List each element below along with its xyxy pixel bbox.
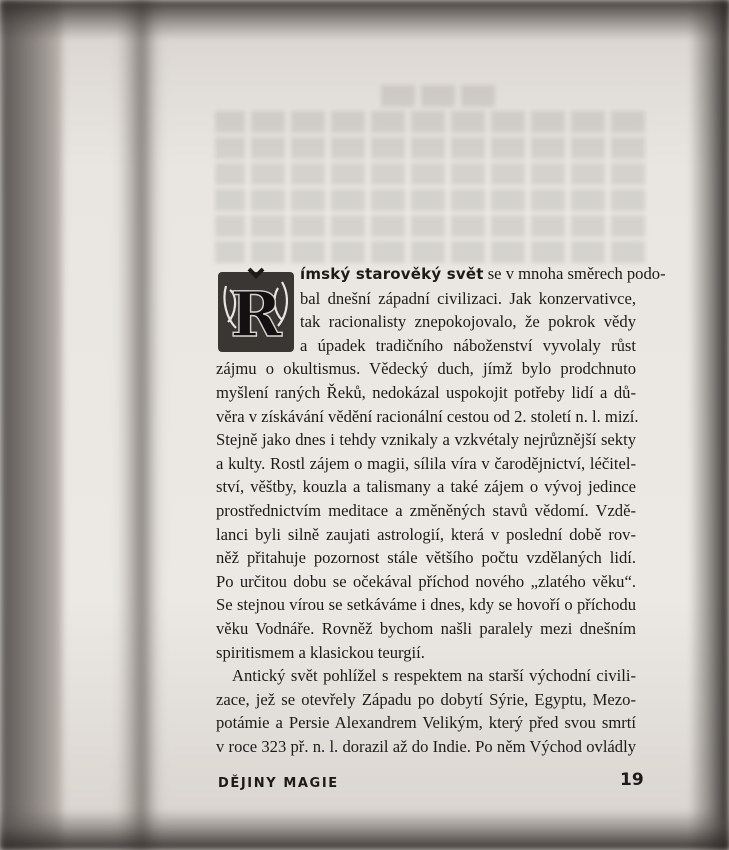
paragraph-line: zájmu o okultismus. Vědecký duch, jímž bylo prodchnuto bbox=[216, 359, 636, 379]
paragraph-line: myšlení raných Řeků, nedokázal uspokojit potřeby lidí a dů- bbox=[216, 382, 636, 402]
paragraph-line: Stejně jako dnes i tehdy vznikaly a vzkvétaly nejrůznější sekty bbox=[216, 430, 636, 450]
paragraph-line: a kulty. Rostl zájem o magii, sílila víra v čarodějnictví, léčitel- bbox=[216, 453, 636, 473]
bottom-edge-shadow bbox=[0, 810, 729, 850]
paragraph-line: ství, věštby, kouzla a talismany a také zájem o vývoj jedince bbox=[216, 477, 636, 497]
paragraph-line: lanci byli silně zaujati astrologií, která v poslední době rov- bbox=[216, 524, 636, 544]
paragraph-line: potámie a Persie Alexandrem Velikým, který před svou smrtí bbox=[216, 713, 636, 733]
left-page-edge-shadow bbox=[0, 0, 62, 850]
paragraph-line: v roce 323 př. n. l. dorazil až do Indie. Po něm Východ ovládly bbox=[216, 736, 636, 756]
paragraph-line: Po určitou dobu se očekával příchod nového „zlatého věku“. bbox=[216, 571, 636, 591]
book-gutter-shadow bbox=[118, 0, 162, 850]
right-edge-shadow bbox=[689, 0, 729, 850]
body-text bbox=[216, 262, 666, 758]
paragraph-line: něž přitahuje pozornost stále většího počtu vzdělaných lidí. bbox=[216, 548, 636, 568]
lead-in-phrase: ímský starověký svět bbox=[300, 265, 484, 283]
running-footer-title: DĚJINY MAGIE bbox=[218, 776, 339, 791]
paragraph-line: zace, jež se otevřely Západu po dobytí Sýrie, Egyptu, Mezo- bbox=[216, 689, 636, 709]
page-number: 19 bbox=[620, 770, 644, 790]
paragraph-line bbox=[216, 262, 666, 287]
paragraph-line: a úpadek tradičního náboženství vyvolaly růst bbox=[300, 335, 636, 355]
paragraph-line: věra v získávání vědění racionální cestou od 2. století n. l. mizí. bbox=[216, 406, 639, 426]
top-edge-shadow bbox=[0, 0, 729, 40]
paragraph-line: spiritismem a klasickou teurgií. bbox=[216, 642, 425, 662]
paragraph-line: prostřednictvím meditace a změněných stavů vědomí. Vzdě- bbox=[216, 500, 636, 520]
drop-cap-letter: R bbox=[230, 278, 282, 351]
line-text: se v mnoha směrech podo- bbox=[483, 264, 666, 283]
paragraph-line: věku Vodnáře. Rovněž bychom našli paralely mezi dnešním bbox=[216, 618, 636, 638]
paragraph-line: bal dnešní západní civilizaci. Jak konzervativce, bbox=[300, 288, 636, 308]
paragraph-line: Se stejnou vírou se setkáváme i dnes, kdy se hovoří o příchodu bbox=[216, 595, 636, 615]
paragraph-line: Antický svět pohlížel s respektem na starší východní civili- bbox=[232, 666, 636, 686]
show-through-text bbox=[215, 85, 645, 267]
paragraph-line: tak racionalisty znepokojovalo, že pokrok vědy bbox=[300, 312, 636, 332]
